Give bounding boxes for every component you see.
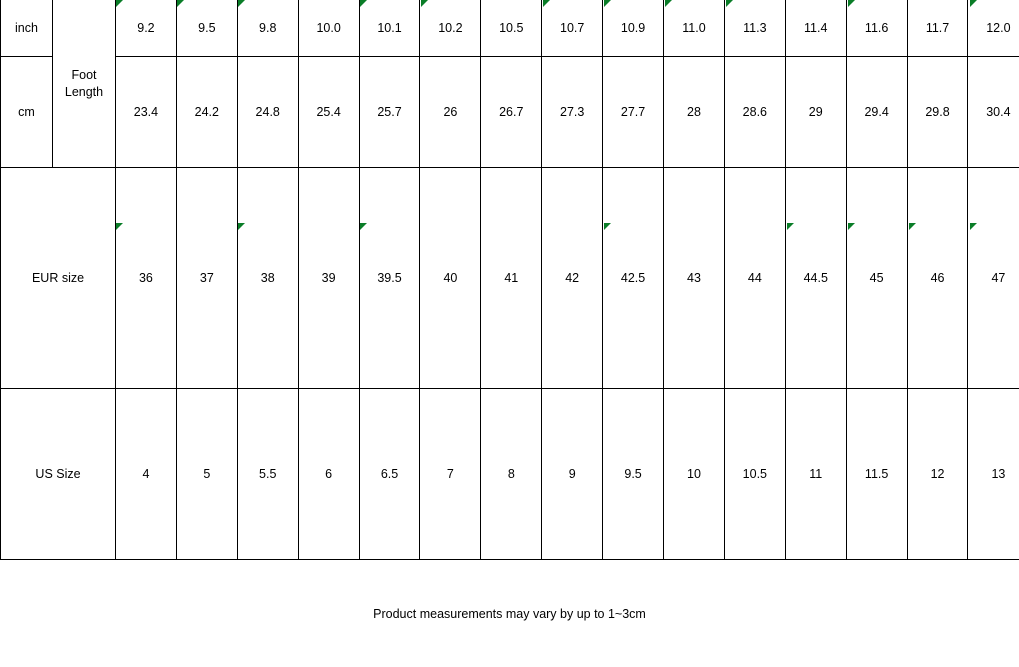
cell-eur-2: 38 — [237, 168, 298, 389]
row-label-foot-length: Foot Length — [53, 0, 116, 168]
cell-cm-8: 27.7 — [603, 57, 664, 168]
cell-eur-6: 41 — [481, 168, 542, 389]
cell-cm-5: 26 — [420, 57, 481, 168]
cell-us-4: 6.5 — [359, 389, 420, 560]
cell-us-0: 4 — [116, 389, 177, 560]
row-label-inch: inch — [1, 0, 53, 57]
table-row — [1, 168, 1019, 389]
cell-us-9: 10 — [664, 389, 725, 560]
cell-inch-12: 11.6 — [846, 0, 907, 57]
row-label-us-size: US Size — [1, 389, 116, 560]
cell-cm-10: 28.6 — [724, 57, 785, 168]
cell-eur-5: 40 — [420, 168, 481, 389]
footer-note: Product measurements may vary by up to 1~3cm — [373, 607, 646, 621]
table-row — [1, 389, 1019, 560]
cell-inch-10: 11.3 — [724, 0, 785, 57]
cell-inch-11: 11.4 — [785, 0, 846, 57]
cell-us-12: 11.5 — [846, 389, 907, 560]
cell-inch-8: 10.9 — [603, 0, 664, 57]
cell-inch-3: 10.0 — [298, 0, 359, 57]
cell-eur-12: 45 — [846, 168, 907, 389]
cell-inch-13: 11.7 — [907, 0, 968, 57]
cell-us-3: 6 — [298, 389, 359, 560]
cell-cm-9: 28 — [664, 57, 725, 168]
cell-us-14: 13 — [968, 389, 1019, 560]
row-label-eur-size: EUR size — [1, 168, 116, 389]
cell-inch-0: 9.2 — [116, 0, 177, 57]
table-row — [1, 0, 1019, 57]
cell-eur-4: 39.5 — [359, 168, 420, 389]
cell-inch-5: 10.2 — [420, 0, 481, 57]
cell-eur-9: 43 — [664, 168, 725, 389]
cell-eur-13: 46 — [907, 168, 968, 389]
cell-cm-6: 26.7 — [481, 57, 542, 168]
cell-cm-14: 30.4 — [968, 57, 1019, 168]
cell-cm-7: 27.3 — [542, 57, 603, 168]
cell-cm-4: 25.7 — [359, 57, 420, 168]
cell-inch-2: 9.8 — [237, 0, 298, 57]
cell-us-7: 9 — [542, 389, 603, 560]
cell-cm-12: 29.4 — [846, 57, 907, 168]
cell-inch-6: 10.5 — [481, 0, 542, 57]
cell-cm-3: 25.4 — [298, 57, 359, 168]
cell-cm-11: 29 — [785, 57, 846, 168]
cell-cm-2: 24.8 — [237, 57, 298, 168]
cell-us-11: 11 — [785, 389, 846, 560]
cell-cm-0: 23.4 — [116, 57, 177, 168]
cell-us-1: 5 — [176, 389, 237, 560]
cell-inch-9: 11.0 — [664, 0, 725, 57]
cell-eur-7: 42 — [542, 168, 603, 389]
cell-cm-1: 24.2 — [176, 57, 237, 168]
cell-inch-7: 10.7 — [542, 0, 603, 57]
cell-eur-1: 37 — [176, 168, 237, 389]
cell-eur-8: 42.5 — [603, 168, 664, 389]
cell-us-8: 9.5 — [603, 389, 664, 560]
cell-eur-14: 47 — [968, 168, 1019, 389]
cell-cm-13: 29.8 — [907, 57, 968, 168]
cell-inch-4: 10.1 — [359, 0, 420, 57]
cell-us-6: 8 — [481, 389, 542, 560]
cell-eur-11: 44.5 — [785, 168, 846, 389]
cell-us-13: 12 — [907, 389, 968, 560]
cell-eur-0: 36 — [116, 168, 177, 389]
cell-eur-10: 44 — [724, 168, 785, 389]
cell-us-2: 5.5 — [237, 389, 298, 560]
table-row — [1, 57, 1019, 168]
cell-inch-14: 12.0 — [968, 0, 1019, 57]
cell-eur-3: 39 — [298, 168, 359, 389]
row-label-cm: cm — [1, 57, 53, 168]
cell-us-5: 7 — [420, 389, 481, 560]
cell-us-10: 10.5 — [724, 389, 785, 560]
cell-inch-1: 9.5 — [176, 0, 237, 57]
